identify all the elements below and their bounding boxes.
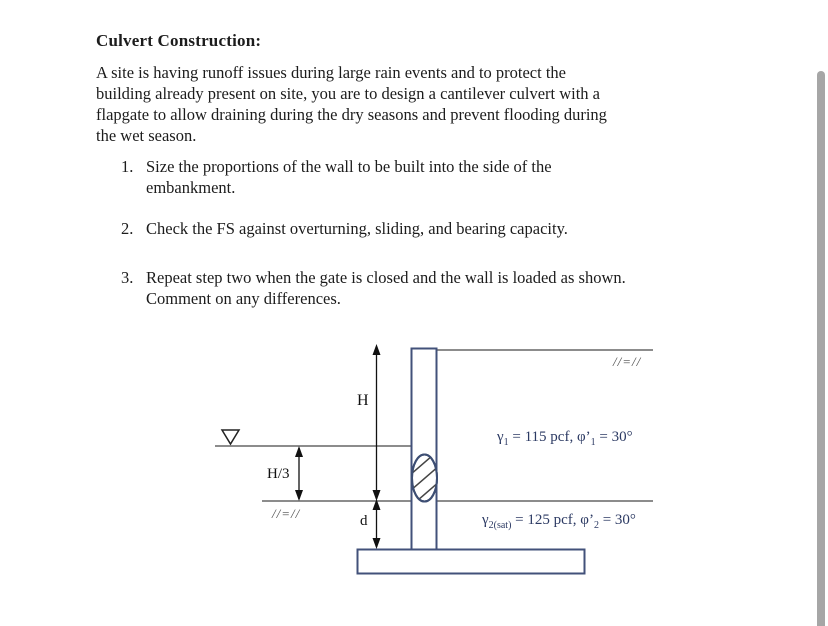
intro-line: A site is having runoff issues during large rain events and to protect the — [96, 63, 567, 82]
arrowhead-up-icon — [295, 446, 303, 457]
soil2-value-text: = 125 pcf, φ’ — [511, 512, 594, 528]
ground-surface-marker-icon: //=// — [272, 506, 301, 521]
intro-line: building already present on site, you are to design a cantilever culvert with a — [96, 84, 600, 103]
page-title: Culvert Construction: — [96, 31, 262, 50]
ground-surface-marker-icon: //=// — [613, 354, 642, 369]
list-number: 2. — [121, 219, 134, 238]
list-number: 3. — [121, 268, 134, 287]
soil-layer2-properties — [482, 511, 636, 529]
dim-label-d: d — [360, 513, 368, 529]
list-item-line: Size the proportions of the wall to be built into the side of the — [146, 157, 552, 176]
soil-layer1-properties — [497, 428, 633, 446]
dim-label-H3: H/3 — [267, 466, 290, 482]
list-item-line: Check the FS against overturning, sliding, and bearing capacity. — [146, 219, 568, 238]
phi-subscript: 2 — [593, 520, 599, 531]
arrowhead-down-icon — [295, 490, 303, 501]
arrowhead-up-icon — [373, 344, 381, 355]
soil2-angle-text: = 30° — [598, 512, 636, 528]
phi-subscript: 1 — [590, 437, 596, 448]
soil1-angle-text: = 30° — [595, 429, 633, 445]
arrowhead-down-icon — [373, 538, 381, 549]
list-item-line: Repeat step two when the gate is closed and the wall is loaded as shown. — [146, 268, 626, 287]
wall-stem — [412, 349, 437, 550]
dim-label-H: H — [357, 392, 369, 409]
gamma-subscript: 1 — [503, 437, 509, 448]
intro-line: the wet season. — [96, 126, 197, 145]
intro-line: flapgate to allow draining during the dry seasons and prevent flooding during — [96, 105, 607, 124]
list-item-line: Comment on any differences. — [146, 289, 341, 308]
gamma-symbol: γ — [482, 512, 489, 528]
water-level-triangle-icon — [222, 430, 239, 444]
list-item-line: embankment. — [146, 178, 236, 197]
soil1-value-text: = 115 pcf, φ’ — [508, 429, 591, 445]
wall-footing — [358, 550, 585, 574]
vertical-scrollbar-thumb[interactable] — [817, 71, 825, 626]
gamma-subscript: 2(sat) — [488, 520, 512, 531]
gamma-symbol: γ — [497, 429, 504, 445]
list-number: 1. — [121, 157, 134, 176]
